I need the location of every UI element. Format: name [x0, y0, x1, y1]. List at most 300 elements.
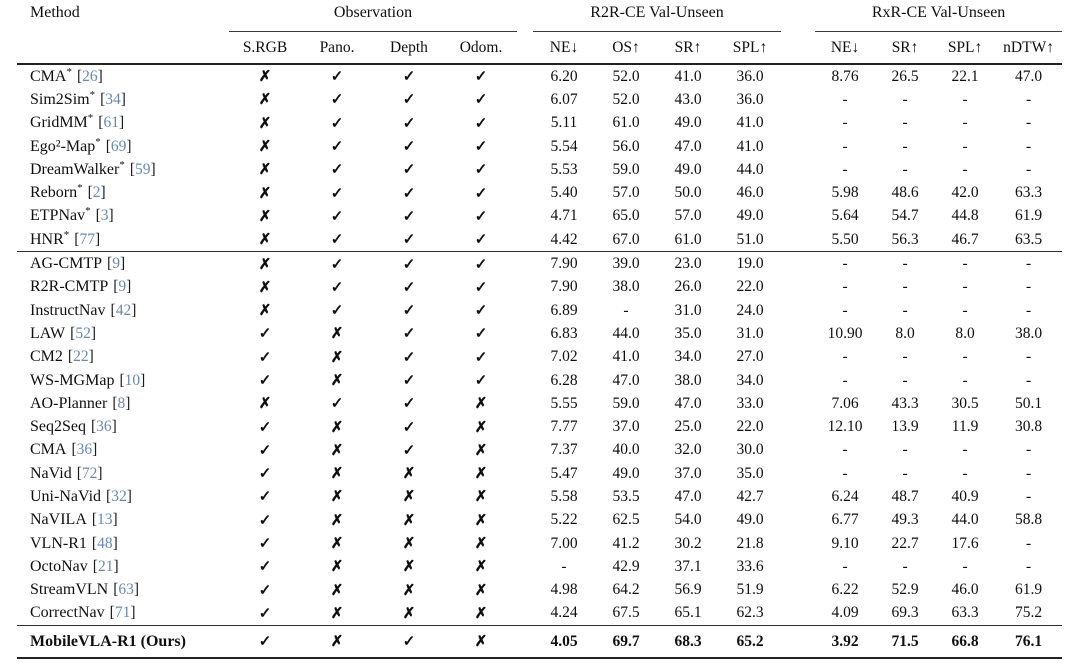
- table-row: [17, 439, 1062, 462]
- cross-icon: ✗: [474, 582, 488, 599]
- observation-cell: [301, 64, 373, 88]
- rxr-metric-value: 48.7: [891, 487, 919, 505]
- cross-icon: ✗: [258, 232, 272, 249]
- cross-icon: ✗: [474, 634, 488, 651]
- check-icon: ✓: [474, 208, 488, 225]
- check-icon: ✓: [402, 162, 416, 179]
- observation-cell: [445, 112, 517, 135]
- column-spacer: [517, 228, 533, 252]
- citation-link[interactable]: [71, 441, 97, 458]
- citation-number: 22: [73, 348, 89, 366]
- check-icon: ✓: [402, 139, 416, 156]
- observation-cell: [301, 228, 373, 252]
- cross-icon: ✗: [474, 489, 488, 506]
- r2r-metric-value: 25.0: [674, 418, 702, 436]
- citation-link[interactable]: [112, 395, 130, 412]
- rxr-metric-value: -: [1025, 160, 1032, 178]
- cross-icon: ✗: [330, 442, 344, 459]
- r2r-metric-value: 41.0: [736, 137, 764, 155]
- observation-cell: [445, 555, 517, 578]
- check-icon: ✓: [258, 512, 272, 529]
- col-header-r2r-spl: SPL↑: [719, 32, 781, 65]
- cross-icon: ✗: [330, 512, 344, 529]
- citation-bracket-close: ]: [112, 534, 118, 552]
- column-spacer: [781, 509, 815, 532]
- section-panoramic-methods: [17, 64, 1062, 252]
- observation-cell: [373, 626, 445, 659]
- rxr-metric-value: -: [962, 464, 968, 482]
- star-marker: *: [95, 135, 101, 148]
- observation-cell: [229, 415, 301, 438]
- column-spacer: [781, 205, 815, 228]
- observation-cell: [229, 112, 301, 135]
- rxr-metric-value: -: [842, 137, 848, 155]
- r2r-metric-value: 24.0: [736, 301, 764, 319]
- citation-link[interactable]: [92, 535, 118, 552]
- check-icon: ✓: [330, 232, 344, 249]
- table-row: [17, 276, 1062, 299]
- cross-icon: ✗: [330, 559, 344, 576]
- table-row: [17, 462, 1062, 485]
- citation-bracket-close: ]: [92, 441, 98, 459]
- rxr-metric-value: 43.3: [891, 394, 919, 412]
- citation-number: 63: [118, 581, 134, 599]
- rxr-metric-value: 42.0: [951, 184, 979, 202]
- citation-bracket-close: ]: [130, 604, 136, 622]
- r2r-metric-value: 69.7: [595, 626, 657, 659]
- cross-icon: ✗: [330, 349, 344, 366]
- column-spacer: [517, 532, 533, 555]
- rxr-metric-value: 17.6: [951, 534, 979, 552]
- citation-number: 69: [110, 137, 127, 155]
- citation-bracket-open: [: [67, 348, 74, 366]
- observation-cell: [229, 555, 301, 578]
- r2r-metric-value: 7.77: [550, 418, 578, 436]
- table-header: [17, 2, 1062, 64]
- citation-link[interactable]: [98, 114, 124, 131]
- cross-icon: ✗: [402, 605, 416, 622]
- observation-cell: [445, 205, 517, 228]
- citation-number: 36: [76, 441, 93, 459]
- citation-number: 71: [114, 604, 131, 622]
- r2r-metric-value: 44.0: [736, 160, 764, 178]
- star-marker: *: [85, 205, 91, 218]
- method-name: CMA: [30, 441, 67, 459]
- cross-icon: ✗: [330, 466, 344, 483]
- cross-icon: ✗: [474, 396, 488, 413]
- check-icon: ✓: [402, 419, 416, 436]
- citation-link[interactable]: [113, 278, 131, 295]
- citation-bracket-open: [: [92, 557, 98, 575]
- r2r-metric-value: 59.0: [612, 394, 640, 412]
- column-spacer: [517, 276, 533, 299]
- r2r-metric-value: 50.0: [674, 184, 702, 202]
- rxr-metric-value: 5.98: [831, 184, 859, 202]
- citation-link[interactable]: [106, 138, 132, 155]
- column-spacer: [517, 2, 533, 32]
- star-marker: *: [66, 65, 72, 78]
- check-icon: ✓: [402, 326, 416, 343]
- check-icon: ✓: [402, 634, 416, 651]
- r2r-metric-value: 35.0: [674, 324, 702, 342]
- observation-cell: [373, 415, 445, 438]
- citation-bracket-close: ]: [94, 230, 101, 248]
- rxr-metric-value: 44.8: [951, 207, 979, 225]
- rxr-metric-value: -: [1025, 487, 1032, 505]
- column-spacer: [517, 299, 533, 322]
- rxr-metric-value: 4.09: [831, 604, 859, 622]
- observation-cell: [301, 158, 373, 181]
- r2r-metric-value: 51.0: [736, 230, 764, 248]
- table-row: [17, 228, 1062, 252]
- citation-number: 32: [111, 487, 127, 505]
- rxr-metric-value: -: [842, 371, 848, 389]
- column-spacer: [781, 415, 815, 438]
- citation-bracket-open: [: [98, 114, 104, 132]
- observation-cell: [229, 602, 301, 626]
- rxr-metric-value: 6.24: [831, 487, 859, 505]
- r2r-metric-value: 57.0: [612, 184, 640, 202]
- cross-icon: ✗: [330, 489, 344, 506]
- observation-cell: [373, 602, 445, 626]
- observation-cell: [229, 205, 301, 228]
- r2r-metric-value: 5.58: [550, 487, 578, 505]
- citation-link[interactable]: [119, 372, 145, 389]
- r2r-metric-value: 35.0: [736, 464, 764, 482]
- group-header-r2r-ce: R2R-CE Val-Unseen: [533, 2, 781, 32]
- citation-link[interactable]: [107, 255, 125, 272]
- observation-cell: [445, 626, 517, 659]
- table-row: [17, 346, 1062, 369]
- r2r-metric-value: 31.0: [674, 301, 702, 319]
- cross-icon: ✗: [474, 512, 488, 529]
- observation-cell: [445, 462, 517, 485]
- citation-bracket-close: ]: [150, 160, 156, 178]
- check-icon: ✓: [330, 279, 344, 296]
- method-cell: [17, 228, 229, 252]
- cross-icon: ✗: [402, 536, 416, 553]
- rxr-metric-value: -: [962, 90, 968, 108]
- method-name: MobileVLA-R1 (Ours): [30, 632, 186, 650]
- rxr-metric-value: 54.7: [891, 207, 919, 225]
- rxr-metric-value: -: [962, 441, 968, 459]
- table-row: [17, 602, 1062, 626]
- observation-cell: [373, 485, 445, 508]
- citation-link[interactable]: [110, 604, 136, 621]
- column-spacer: [517, 509, 533, 532]
- r2r-metric-value: 67.0: [612, 230, 640, 248]
- observation-cell: [301, 462, 373, 485]
- citation-bracket-close: ]: [100, 184, 106, 202]
- column-spacer: [781, 276, 815, 299]
- rxr-metric-value: -: [962, 301, 968, 319]
- check-icon: ✓: [402, 208, 416, 225]
- method-column-header: Method: [17, 2, 229, 64]
- column-spacer: [517, 64, 533, 88]
- r2r-metric-value: 7.37: [550, 441, 578, 459]
- rxr-metric-value: 8.0: [955, 324, 975, 342]
- observation-cell: [445, 181, 517, 204]
- column-spacer: [781, 252, 815, 276]
- citation-link[interactable]: [88, 184, 106, 201]
- citation-link[interactable]: [113, 581, 139, 598]
- rxr-metric-value: -: [1025, 371, 1032, 389]
- citation-bracket-close: ]: [126, 487, 132, 505]
- rxr-metric-value: -: [962, 114, 968, 132]
- column-spacer: [781, 135, 815, 158]
- col-header-r2r-sr: SR↑: [657, 32, 719, 65]
- citation-link[interactable]: [92, 511, 118, 528]
- cross-icon: ✗: [258, 139, 272, 156]
- r2r-metric-value: 61.0: [674, 230, 702, 248]
- r2r-metric-value: 7.90: [533, 252, 595, 276]
- citation-number: 13: [97, 511, 113, 529]
- rxr-metric-value: -: [1025, 557, 1032, 575]
- citation-bracket-close: ]: [140, 371, 146, 389]
- check-icon: ✓: [474, 115, 488, 132]
- method-cell: [17, 299, 229, 322]
- observation-cell: [301, 88, 373, 111]
- r2r-metric-value: 37.0: [674, 464, 702, 482]
- method-name: AO-Planner: [30, 394, 108, 412]
- rxr-metric-value: -: [1025, 114, 1032, 132]
- observation-cell: [373, 439, 445, 462]
- r2r-metric-value: 47.0: [674, 487, 702, 505]
- column-spacer: [517, 346, 533, 369]
- observation-cell: [229, 369, 301, 392]
- check-icon: ✓: [474, 92, 488, 109]
- citation-bracket-open: [: [100, 90, 106, 108]
- check-icon: ✓: [258, 326, 272, 343]
- citation-link[interactable]: [77, 465, 103, 482]
- rxr-metric-value: 58.8: [1015, 511, 1043, 529]
- rxr-metric-value: -: [1025, 278, 1032, 296]
- table-row: [17, 181, 1062, 204]
- r2r-metric-value: 49.0: [736, 207, 764, 225]
- column-spacer: [781, 2, 815, 32]
- rxr-metric-value: -: [962, 348, 968, 366]
- observation-cell: [229, 462, 301, 485]
- citation-link[interactable]: [77, 68, 103, 85]
- table-row: [17, 555, 1062, 578]
- observation-cell: [445, 415, 517, 438]
- r2r-metric-value: 31.0: [736, 324, 764, 342]
- rxr-metric-value: 7.06: [831, 394, 859, 412]
- rxr-metric-value: 38.0: [1015, 324, 1043, 342]
- rxr-metric-value: -: [962, 137, 968, 155]
- rxr-metric-value: -: [842, 114, 848, 132]
- rxr-metric-value: 61.9: [1015, 581, 1043, 599]
- citation-bracket-close: ]: [119, 255, 126, 273]
- observation-cell: [229, 299, 301, 322]
- r2r-metric-value: 61.0: [612, 114, 640, 132]
- r2r-metric-value: 5.40: [550, 184, 578, 202]
- table-row: [17, 135, 1062, 158]
- column-spacer: [517, 602, 533, 626]
- observation-cell: [445, 579, 517, 602]
- column-spacer: [781, 369, 815, 392]
- rxr-metric-value: 47.0: [1015, 67, 1043, 85]
- cross-icon: ✗: [474, 442, 488, 459]
- observation-cell: [373, 135, 445, 158]
- citation-link[interactable]: [93, 558, 119, 575]
- check-icon: ✓: [402, 69, 416, 86]
- rxr-metric-value: 11.9: [951, 418, 979, 436]
- rxr-metric-value: 76.1: [995, 626, 1062, 659]
- r2r-metric-value: 40.0: [612, 441, 640, 459]
- citation-link[interactable]: [111, 302, 137, 319]
- table-row: [17, 205, 1062, 228]
- cross-icon: ✗: [330, 582, 344, 599]
- observation-cell: [229, 228, 301, 252]
- citation-link[interactable]: [130, 161, 156, 178]
- cross-icon: ✗: [402, 582, 416, 599]
- method-cell: [17, 626, 229, 659]
- column-spacer: [517, 579, 533, 602]
- check-icon: ✓: [330, 185, 344, 202]
- citation-bracket-close: ]: [120, 90, 126, 108]
- check-icon: ✓: [258, 559, 272, 576]
- check-icon: ✓: [474, 139, 488, 156]
- rxr-metric-value: 46.7: [951, 230, 979, 248]
- citation-bracket-open: [: [95, 207, 101, 225]
- observation-cell: [229, 135, 301, 158]
- citation-bracket-open: [: [106, 487, 112, 505]
- citation-bracket-close: ]: [97, 67, 103, 85]
- citation-bracket-close: ]: [113, 557, 119, 575]
- method-cell: [17, 112, 229, 135]
- citation-number: 72: [81, 464, 98, 482]
- section-ours: [17, 626, 1062, 659]
- table-row: [17, 415, 1062, 438]
- rxr-metric-value: -: [962, 278, 968, 296]
- column-spacer: [517, 439, 533, 462]
- column-spacer: [781, 462, 815, 485]
- rxr-metric-value: 30.5: [951, 394, 979, 412]
- citation-link[interactable]: [91, 418, 117, 435]
- citation-link[interactable]: [70, 325, 96, 342]
- table-row: [17, 64, 1062, 88]
- column-spacer: [781, 228, 815, 252]
- r2r-metric-value: 41.2: [612, 534, 640, 552]
- method-cell: [17, 205, 229, 228]
- r2r-metric-value: 62.3: [736, 604, 764, 622]
- r2r-metric-value: 22.0: [736, 278, 764, 296]
- column-spacer: [517, 158, 533, 181]
- citation-number: 9: [112, 255, 120, 273]
- check-icon: ✓: [258, 373, 272, 389]
- observation-cell: [301, 276, 373, 299]
- check-icon: ✓: [258, 489, 272, 506]
- r2r-metric-value: 5.53: [550, 160, 578, 178]
- check-icon: ✓: [402, 185, 416, 202]
- observation-cell: [301, 346, 373, 369]
- rxr-metric-value: 52.9: [891, 581, 919, 599]
- r2r-metric-value: 6.89: [550, 301, 578, 319]
- rxr-metric-value: 9.10: [831, 534, 859, 552]
- method-cell: [17, 555, 229, 578]
- rxr-metric-value: -: [1025, 441, 1032, 459]
- observation-cell: [229, 181, 301, 204]
- r2r-metric-value: 33.6: [736, 557, 764, 575]
- r2r-metric-value: 37.1: [674, 557, 702, 575]
- r2r-metric-value: 49.0: [736, 511, 764, 529]
- r2r-metric-value: 64.2: [612, 581, 640, 599]
- observation-cell: [445, 299, 517, 322]
- cross-icon: ✗: [402, 512, 416, 529]
- rxr-metric-value: -: [902, 557, 908, 575]
- citation-number: 26: [82, 67, 98, 85]
- r2r-metric-value: 19.0: [719, 252, 781, 276]
- observation-cell: [373, 392, 445, 415]
- r2r-metric-value: 5.47: [550, 464, 578, 482]
- check-icon: ✓: [258, 605, 272, 622]
- observation-cell: [301, 509, 373, 532]
- column-spacer: [517, 369, 533, 392]
- method-cell: [17, 64, 229, 88]
- observation-cell: [229, 276, 301, 299]
- cross-icon: ✗: [474, 466, 488, 483]
- rxr-metric-value: -: [1025, 534, 1032, 552]
- r2r-metric-value: 38.0: [674, 371, 702, 389]
- column-spacer: [781, 32, 815, 65]
- rxr-metric-value: 63.3: [1015, 184, 1043, 202]
- check-icon: ✓: [474, 326, 488, 343]
- citation-link[interactable]: [68, 348, 94, 365]
- column-spacer: [781, 532, 815, 555]
- r2r-metric-value: 7.90: [550, 278, 578, 296]
- r2r-metric-value: 47.0: [674, 137, 702, 155]
- observation-cell: [229, 88, 301, 111]
- r2r-metric-value: 49.0: [674, 114, 702, 132]
- observation-cell: [229, 346, 301, 369]
- column-spacer: [781, 485, 815, 508]
- citation-link[interactable]: [96, 207, 114, 224]
- method-cell: [17, 369, 229, 392]
- r2r-metric-value: 4.42: [550, 230, 578, 248]
- r2r-metric-value: 43.0: [674, 90, 702, 108]
- star-marker: *: [89, 88, 96, 101]
- cross-icon: ✗: [258, 69, 272, 86]
- observation-cell: [445, 158, 517, 181]
- r2r-metric-value: 5.22: [550, 511, 578, 529]
- cross-icon: ✗: [474, 559, 488, 576]
- rxr-metric-value: 48.6: [891, 184, 919, 202]
- observation-cell: [373, 252, 445, 276]
- r2r-metric-value: 57.0: [674, 207, 702, 225]
- column-spacer: [517, 112, 533, 135]
- r2r-metric-value: 32.0: [674, 441, 702, 459]
- r2r-metric-value: 51.9: [736, 581, 764, 599]
- citation-link[interactable]: [74, 231, 100, 248]
- column-spacer: [517, 252, 533, 276]
- citation-bracket-close: ]: [126, 137, 132, 155]
- check-icon: ✓: [474, 185, 488, 202]
- citation-link[interactable]: [106, 488, 132, 505]
- cross-icon: ✗: [474, 605, 488, 622]
- cross-icon: ✗: [258, 279, 272, 296]
- citation-link[interactable]: [100, 91, 126, 108]
- column-spacer: [517, 462, 533, 485]
- r2r-metric-value: 65.0: [612, 207, 640, 225]
- column-spacer: [781, 299, 815, 322]
- rxr-metric-value: -: [962, 160, 968, 178]
- observation-cell: [373, 532, 445, 555]
- rxr-metric-value: -: [842, 464, 848, 482]
- observation-cell: [445, 485, 517, 508]
- rxr-metric-value: 6.77: [831, 511, 859, 529]
- method-cell: [17, 602, 229, 626]
